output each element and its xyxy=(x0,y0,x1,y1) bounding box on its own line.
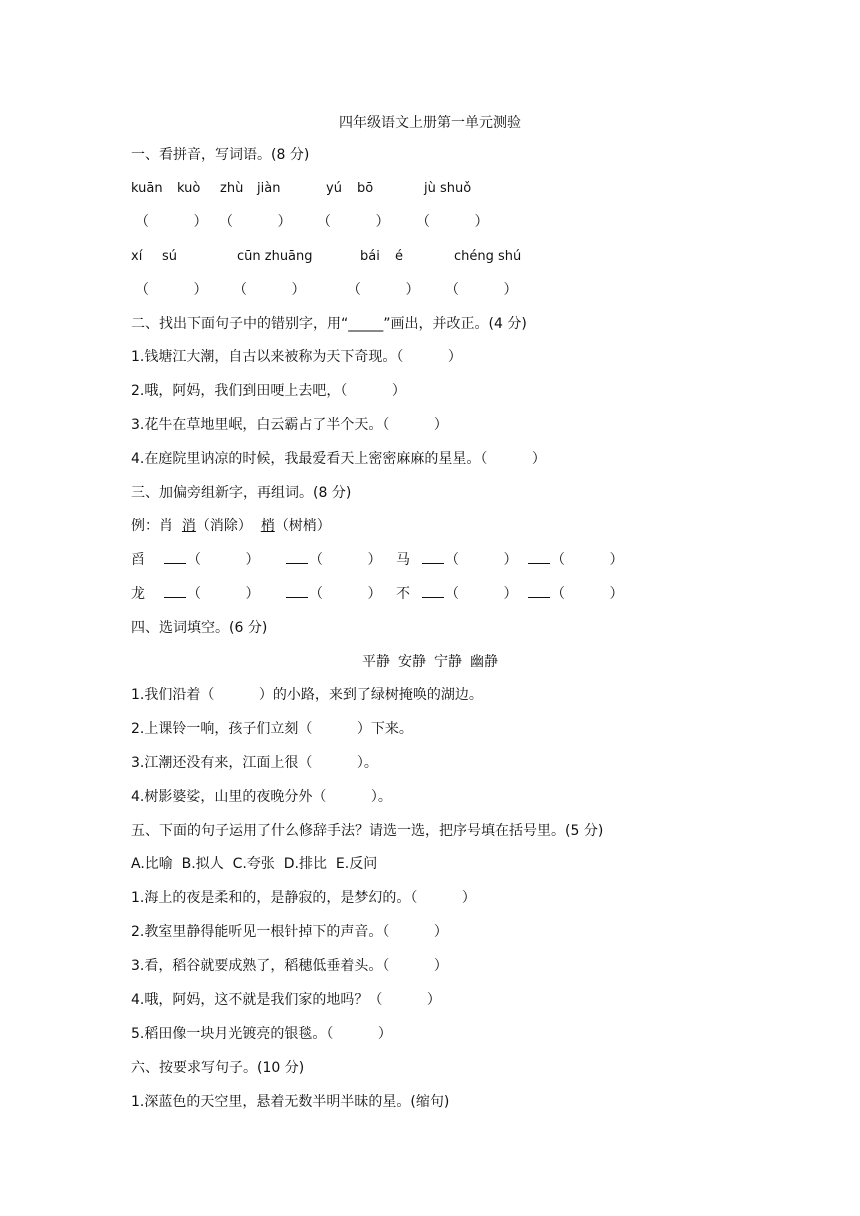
word-option: 幽静 xyxy=(470,654,498,670)
section4-heading: 四、选词填空。(6 分) xyxy=(131,620,268,636)
answer-paren: （ ） xyxy=(416,214,489,230)
pinyin: kuò xyxy=(177,181,201,196)
base-char: 舀 xyxy=(131,552,145,568)
answer-paren: （ ） xyxy=(187,586,260,602)
question-item: 4.哦，阿妈，这不就是我们家的地吗？（ ） xyxy=(131,992,441,1008)
answer-paren: （ ） xyxy=(317,214,390,230)
question-item: 1.海上的夜是柔和的，是静寂的，是梦幻的。（ ） xyxy=(131,890,476,906)
question-item: 4.在庭院里讷凉的时候，我最爱看天上密密麻麻的星星。（ ） xyxy=(131,451,546,467)
section3-heading: 三、加偏旁组新字，再组词。(8 分) xyxy=(131,485,352,501)
question-item: 3.看，稻谷就要成熟了，稻穗低垂着头。（ ） xyxy=(131,958,448,974)
pinyin: sú xyxy=(162,249,178,264)
pinyin: bái xyxy=(360,249,380,264)
answer-paren: （ ） xyxy=(309,586,382,602)
page-title: 四年级语文上册第一单元测验 xyxy=(339,115,521,131)
pinyin: chéng shú xyxy=(454,249,522,264)
section1-heading: 一、看拼音，写词语。(8 分) xyxy=(131,147,310,163)
word-option: 平静 xyxy=(362,654,390,670)
pinyin: xí xyxy=(131,249,143,264)
question-item: 1.深蓝色的天空里，悬着无数半明半昧的星。(缩句) xyxy=(131,1094,450,1110)
example-char: 消 xyxy=(181,518,196,534)
fill-blank xyxy=(282,585,312,603)
answer-paren: （ ） xyxy=(551,552,624,568)
example-word: （树梢） xyxy=(274,518,331,534)
answer-paren: （ ） xyxy=(347,282,420,298)
pinyin: zhù xyxy=(220,181,244,196)
word-bank xyxy=(0,653,860,671)
question-item: 3.花牛在草地里岷，白云霸占了半个天。（ ） xyxy=(131,417,448,433)
answer-paren: （ ） xyxy=(135,282,208,298)
example-line xyxy=(131,517,331,535)
question-item: 1.我们沿着（ ）的小路，来到了绿树掩唤的湖边。 xyxy=(131,687,483,703)
question-item: 3.江潮还没有来，江面上很（ ）。 xyxy=(131,755,378,771)
question-item: 4.树影婆娑，山里的夜晚分外（ ）。 xyxy=(131,789,392,805)
base-char: 龙 xyxy=(131,586,145,602)
word-option: 宁静 xyxy=(434,654,462,670)
base-char: 不 xyxy=(396,586,410,602)
question-item: 5.稻田像一块月光镀亮的银毯。（ ） xyxy=(131,1026,392,1042)
example-char: 梢 xyxy=(260,518,275,534)
section5-heading: 五、下面的句子运用了什么修辞手法？请选一选，把序号填在括号里。(5 分) xyxy=(131,823,604,839)
section6-heading: 六、按要求写句子。(10 分) xyxy=(131,1060,305,1076)
answer-paren: （ ） xyxy=(233,282,306,298)
word-option: 安静 xyxy=(398,654,426,670)
fill-blank xyxy=(160,585,190,603)
example-word: （消除） xyxy=(195,518,252,534)
base-char: 马 xyxy=(396,552,410,568)
answer-paren: （ ） xyxy=(309,552,382,568)
pinyin: é xyxy=(395,249,403,264)
question-item: 1.钱塘江大潮，自古以来被称为天下奇现。（ ） xyxy=(131,349,462,365)
fill-blank xyxy=(418,551,448,569)
pinyin: jiàn xyxy=(257,181,281,196)
fill-blank xyxy=(524,551,554,569)
pinyin: yú xyxy=(326,181,342,196)
fill-blank xyxy=(160,551,190,569)
answer-paren: （ ） xyxy=(551,586,624,602)
pinyin: cūn zhuāng xyxy=(237,249,313,264)
answer-paren: （ ） xyxy=(187,552,260,568)
question-item: 2.哦，阿妈，我们到田哽上去吧，（ ） xyxy=(131,383,406,399)
fill-blank xyxy=(418,585,448,603)
answer-paren: （ ） xyxy=(445,282,518,298)
fill-blank xyxy=(524,585,554,603)
answer-paren: （ ） xyxy=(135,214,208,230)
pinyin: bō xyxy=(357,181,374,196)
pinyin: kuān xyxy=(131,181,163,196)
answer-paren: （ ） xyxy=(219,214,292,230)
answer-paren: （ ） xyxy=(445,586,518,602)
question-item: 2.教室里静得能听见一根针掉下的声音。（ ） xyxy=(131,924,448,940)
pinyin: jù shuǒ xyxy=(424,181,472,196)
fill-blank xyxy=(282,551,312,569)
rhetoric-options: A.比喻 B.拟人 C.夸张 D.排比 E.反问 xyxy=(131,856,378,872)
section2-heading: 二、找出下面句子中的错别字，用“_____”画出，并改正。(4 分) xyxy=(131,316,527,332)
answer-paren: （ ） xyxy=(445,552,518,568)
question-item: 2.上课铃一响，孩子们立刻（ ）下来。 xyxy=(131,721,413,737)
example-prefix: 例：肖 xyxy=(131,518,173,534)
